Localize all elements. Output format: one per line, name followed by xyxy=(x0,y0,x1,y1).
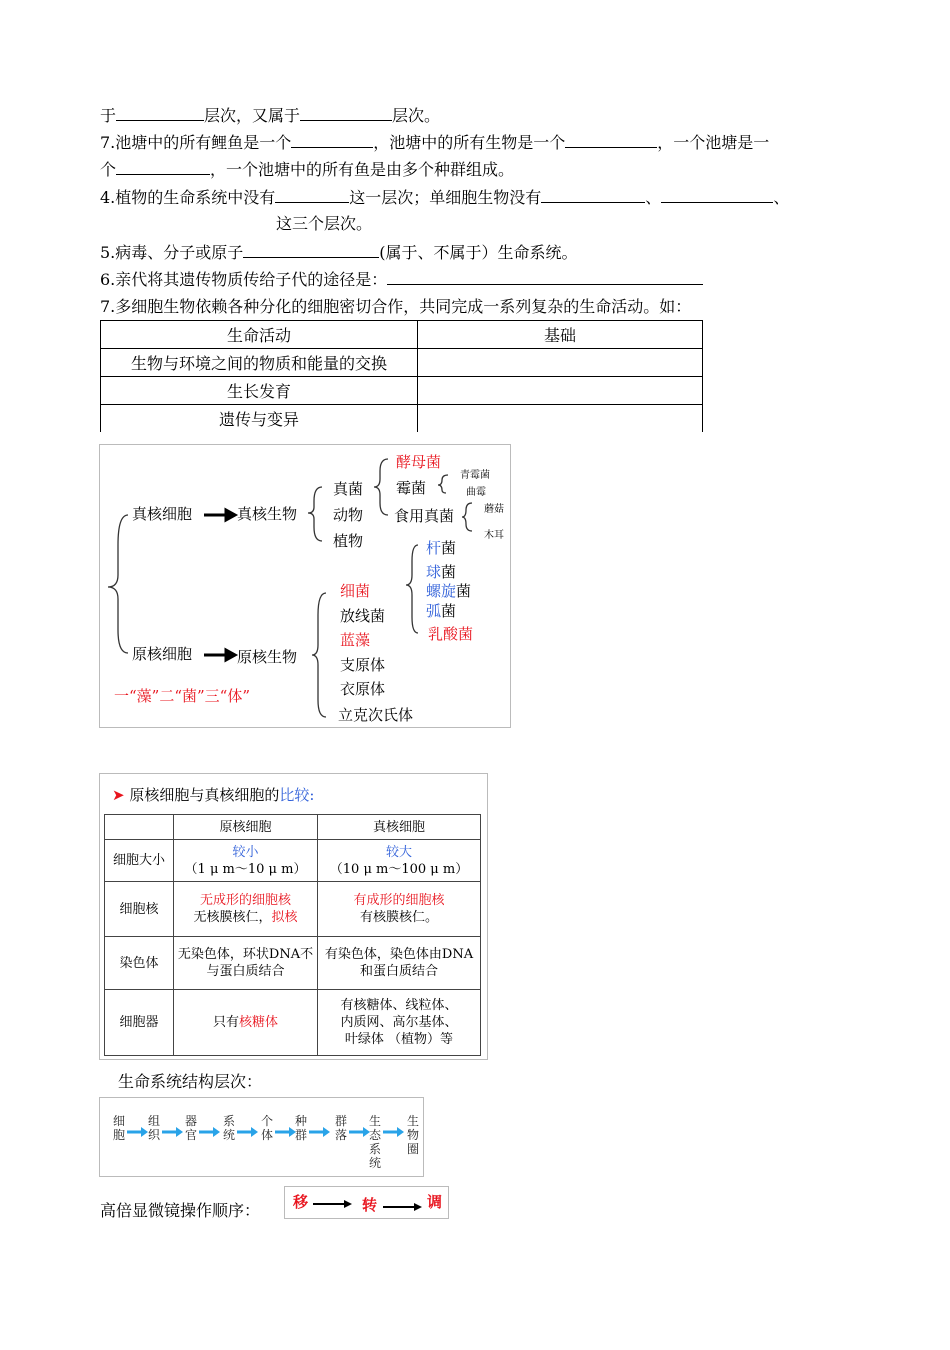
table-header: 原核细胞 xyxy=(174,815,318,840)
fungi-yeast: 酵母菌 xyxy=(396,453,442,471)
eukaryote-cell-label: 真核细胞 xyxy=(132,505,193,523)
pro-bacteria: 细菌 xyxy=(340,582,371,600)
table-row: 细胞器 只有核糖体 有核糖体、线粒体、 内质网、高尔基体、 叶绿体 （植物）等 xyxy=(105,990,481,1056)
comparison-title: ➤ 原核细胞与真核细胞的比较: xyxy=(112,786,315,804)
question-5: 5.病毒、分子或原子 (属于、不属于）生命系统。 xyxy=(100,243,578,262)
table-row: 细胞大小 较小 （1 μ m～10 μ m） 较大 （10 μ m～100 μ m） xyxy=(105,840,481,882)
answer-blank[interactable] xyxy=(116,104,204,121)
question-tail: 于 层次，又属于 层次。 xyxy=(100,106,441,125)
table-row xyxy=(101,349,703,377)
table-cell: 生长发育 xyxy=(101,377,418,405)
answer-blank[interactable] xyxy=(243,241,379,258)
question-4-cont: 这三个层次。 xyxy=(276,214,373,233)
arrow-icon xyxy=(383,1126,405,1138)
activity-table xyxy=(100,320,703,432)
comparison-table xyxy=(104,814,481,1056)
answer-blank[interactable] xyxy=(565,131,657,148)
answer-cell[interactable] xyxy=(418,349,703,377)
question-7-pond-cont: 个 ，一个池塘中的所有鱼是由多个种群组成。 xyxy=(100,160,515,179)
classification-figure xyxy=(99,444,511,728)
pro-mycoplasma: 支原体 xyxy=(340,656,386,674)
hierarchy-figure xyxy=(99,1097,424,1177)
answer-blank[interactable] xyxy=(541,186,645,203)
table-header xyxy=(105,815,174,840)
table-cell: 生物与环境之间的物质和能量的交换 xyxy=(101,349,418,377)
fungi-edible: 食用真菌 xyxy=(394,507,455,525)
bacteria-coccus: 球菌 xyxy=(426,563,457,581)
mold-penicillium: 青霉菌 xyxy=(460,470,490,481)
pro-actinomycetes: 放线菌 xyxy=(340,607,386,625)
bacteria-lactic: 乳酸菌 xyxy=(428,625,474,643)
answer-cell[interactable] xyxy=(418,377,703,405)
table-row xyxy=(101,405,703,433)
bacteria-bacillus: 杆菌 xyxy=(426,539,457,557)
bacteria-vibrio: 弧菌 xyxy=(426,602,457,620)
euk-group-plant: 植物 xyxy=(333,532,364,550)
step-move: 移 xyxy=(293,1193,309,1211)
table-header: 真核细胞 xyxy=(318,815,481,840)
edible-mushroom: 蘑菇 xyxy=(484,504,504,515)
prokaryote-org-label: 原核生物 xyxy=(237,648,298,666)
hierarchy-level: 生 态 系 统 xyxy=(368,1114,381,1170)
table-row: 染色体 无染色体，环状DNA不与蛋白质结合 有染色体，染色体由DNA和蛋白质结合 xyxy=(105,937,481,990)
arrow-icon xyxy=(309,1126,331,1138)
arrow-icon xyxy=(383,1202,423,1212)
hierarchy-level: 个 体 xyxy=(260,1114,273,1142)
pro-chlamydia: 衣原体 xyxy=(340,680,386,698)
answer-blank[interactable] xyxy=(116,158,210,175)
table-header: 生命活动 xyxy=(101,321,418,349)
microscope-label: 高倍显微镜操作顺序： xyxy=(100,1201,261,1220)
pro-rickettsia: 立克次氏体 xyxy=(338,706,414,724)
edible-woodear: 木耳 xyxy=(484,530,504,541)
table-header: 基础 xyxy=(418,321,703,349)
comparison-figure xyxy=(99,773,488,1060)
question-7: 7.多细胞生物依赖各种分化的细胞密切合作，共同完成一系列复杂的生命活动。如： xyxy=(100,297,692,316)
fungi-mold: 霉菌 xyxy=(396,479,427,497)
hierarchy-level: 器 官 xyxy=(184,1114,197,1142)
hierarchy-level: 生 物 圈 xyxy=(406,1114,419,1156)
answer-blank[interactable] xyxy=(387,268,703,285)
mnemonic: 一“藻”二“菌”三“体” xyxy=(114,687,251,705)
question-6: 6.亲代将其遗传物质传给子代的途径是： xyxy=(100,268,703,291)
step-rotate: 转 xyxy=(362,1196,378,1214)
microscope-figure xyxy=(284,1186,449,1219)
arrow-icon xyxy=(313,1199,353,1209)
answer-blank[interactable] xyxy=(291,131,373,148)
hierarchy-level: 组 织 xyxy=(147,1114,160,1142)
euk-group-fungi: 真菌 xyxy=(333,480,364,498)
question-7-pond: 7.池塘中的所有鲤鱼是一个 ，池塘中的所有生物是一个 ，一个池塘是一 xyxy=(100,133,770,152)
mold-aspergillus: 曲霉 xyxy=(466,487,486,498)
answer-blank[interactable] xyxy=(661,186,773,203)
hierarchy-level: 群 落 xyxy=(334,1114,347,1142)
hierarchy-level: 细 胞 xyxy=(112,1114,125,1142)
table-cell: 遗传与变异 xyxy=(101,405,418,433)
hierarchy-level: 系 统 xyxy=(222,1114,235,1142)
answer-blank[interactable] xyxy=(275,186,349,203)
table-row xyxy=(101,377,703,405)
prokaryote-cell-label: 原核细胞 xyxy=(132,645,193,663)
step-adjust: 调 xyxy=(427,1193,443,1211)
bacteria-spirillum: 螺旋菌 xyxy=(426,582,472,600)
arrow-icon xyxy=(237,1126,259,1138)
euk-group-animal: 动物 xyxy=(333,506,364,524)
question-4: 4.植物的生命系统中没有 这一层次；单细胞生物没有 、 、 xyxy=(100,188,790,207)
eukaryote-org-label: 真核生物 xyxy=(237,505,298,523)
hierarchy-level: 种 群 xyxy=(294,1114,307,1142)
table-row: 细胞核 无成形的细胞核 无核膜核仁，拟核 有成形的细胞核 有核膜核仁。 xyxy=(105,882,481,937)
arrow-icon xyxy=(162,1126,184,1138)
answer-blank[interactable] xyxy=(300,104,392,121)
arrow-icon xyxy=(127,1126,149,1138)
pro-cyanobacteria: 蓝藻 xyxy=(340,631,371,649)
answer-cell[interactable] xyxy=(418,405,703,433)
arrow-icon xyxy=(199,1126,221,1138)
hierarchy-label: 生命系统结构层次： xyxy=(118,1072,263,1091)
triangle-bullet-icon: ➤ xyxy=(112,786,125,804)
